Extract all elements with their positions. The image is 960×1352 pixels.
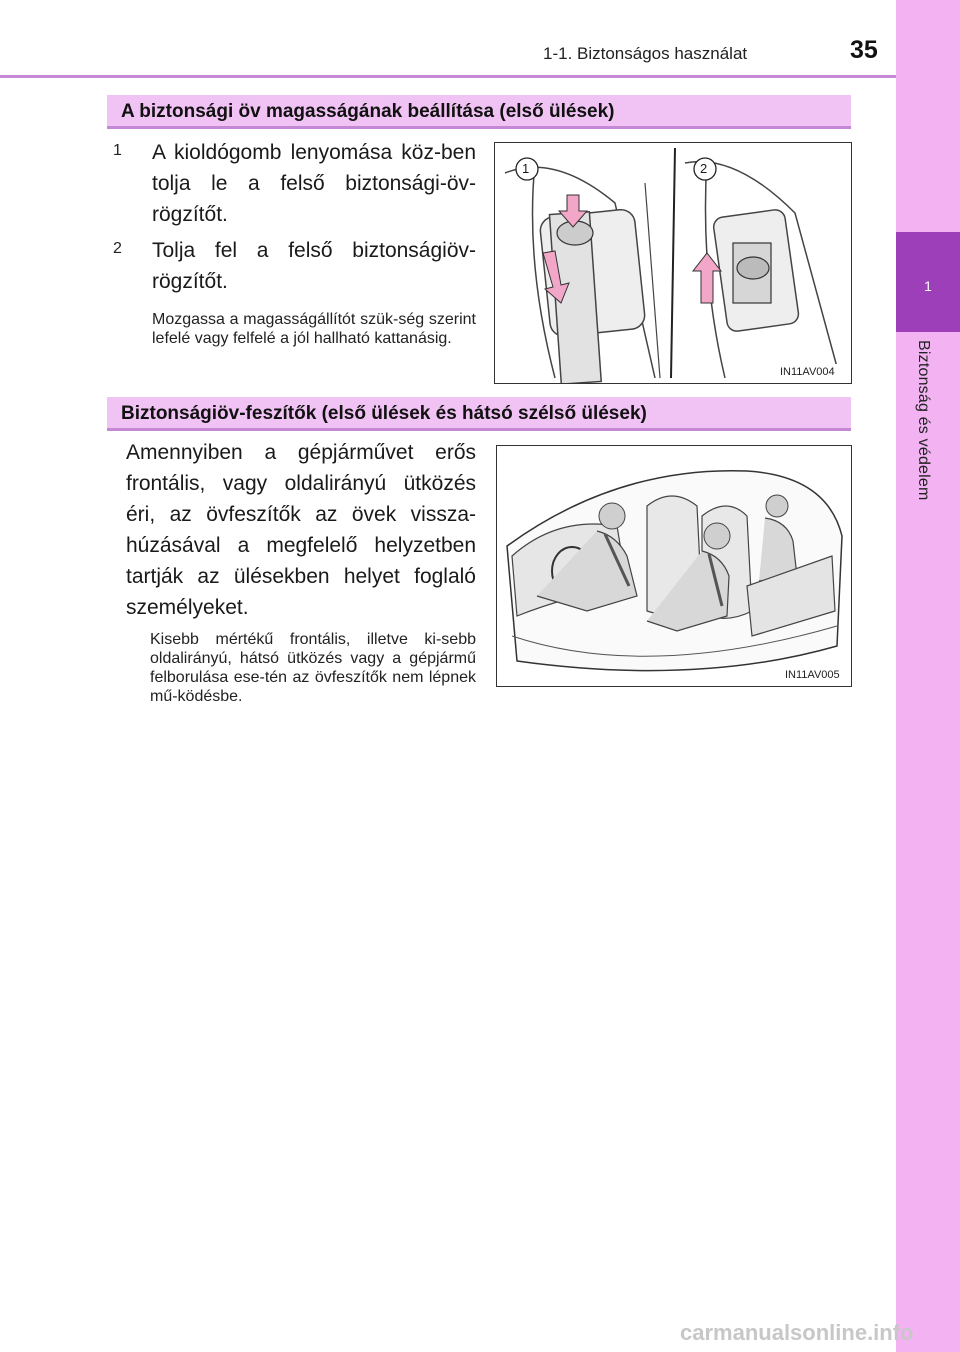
watermark: carmanualsonline.info: [680, 1320, 914, 1345]
side-tab-label: Biztonság és védelem: [915, 340, 932, 501]
step-number-1: 1: [113, 142, 122, 159]
figure-code: IN11AV005: [785, 669, 840, 681]
body-pretensioner-description: Amennyiben a gépjárművet erős frontális, vagy oldalirányú ütközés éri, az övfeszítők az övek vissza-húzásával a megfelelő helyzetben tartják az ülésekben helyet foglaló személyeket.: [126, 441, 476, 619]
figure-pretensioners: [496, 445, 852, 687]
side-tab-rail: [896, 0, 960, 1352]
step-number-2: 2: [113, 240, 122, 257]
figure-seatbelt-anchor: [494, 142, 852, 384]
step-text-2: Tolja fel a felső biztonságiöv-rögzítőt.: [152, 239, 476, 293]
page-number: 35: [850, 36, 878, 64]
callout-2: 2: [700, 161, 708, 176]
header-rule: [0, 75, 896, 78]
section-heading-pretensioners: [107, 397, 851, 431]
section-heading-seatbelt-height: [107, 95, 851, 129]
chapter-title: 1-1. Biztonságos használat: [543, 44, 748, 63]
callout-1: 1: [522, 161, 530, 176]
figure-code: IN11AV004: [780, 366, 835, 378]
seatbelt-anchor-illustration: [495, 143, 851, 383]
section-heading-text: Biztonságiöv-feszítők (első ülések és hátsó szélső ülések): [121, 403, 647, 424]
section-heading-text: A biztonsági öv magasságának beállítása (első ülések): [121, 101, 615, 122]
step-text-1: A kioldógomb lenyomása köz-ben tolja le a felső biztonsági-öv-rögzítőt.: [152, 141, 476, 226]
car-interior-illustration: [497, 446, 851, 686]
note-adjuster: Mozgassa a magasságállítót szük-ség szerint lefelé vagy felfelé a jól hallható kattanásig.: [152, 311, 476, 347]
note-pretensioner-exceptions: Kisebb mértékű frontális, illetve ki-sebb oldalirányú, hátsó ütközés vagy a gépjármű felborulása ese-tén az övfeszítők nem lépnek mű-ködésbe.: [150, 631, 476, 705]
side-tab-number: 1: [924, 278, 932, 294]
